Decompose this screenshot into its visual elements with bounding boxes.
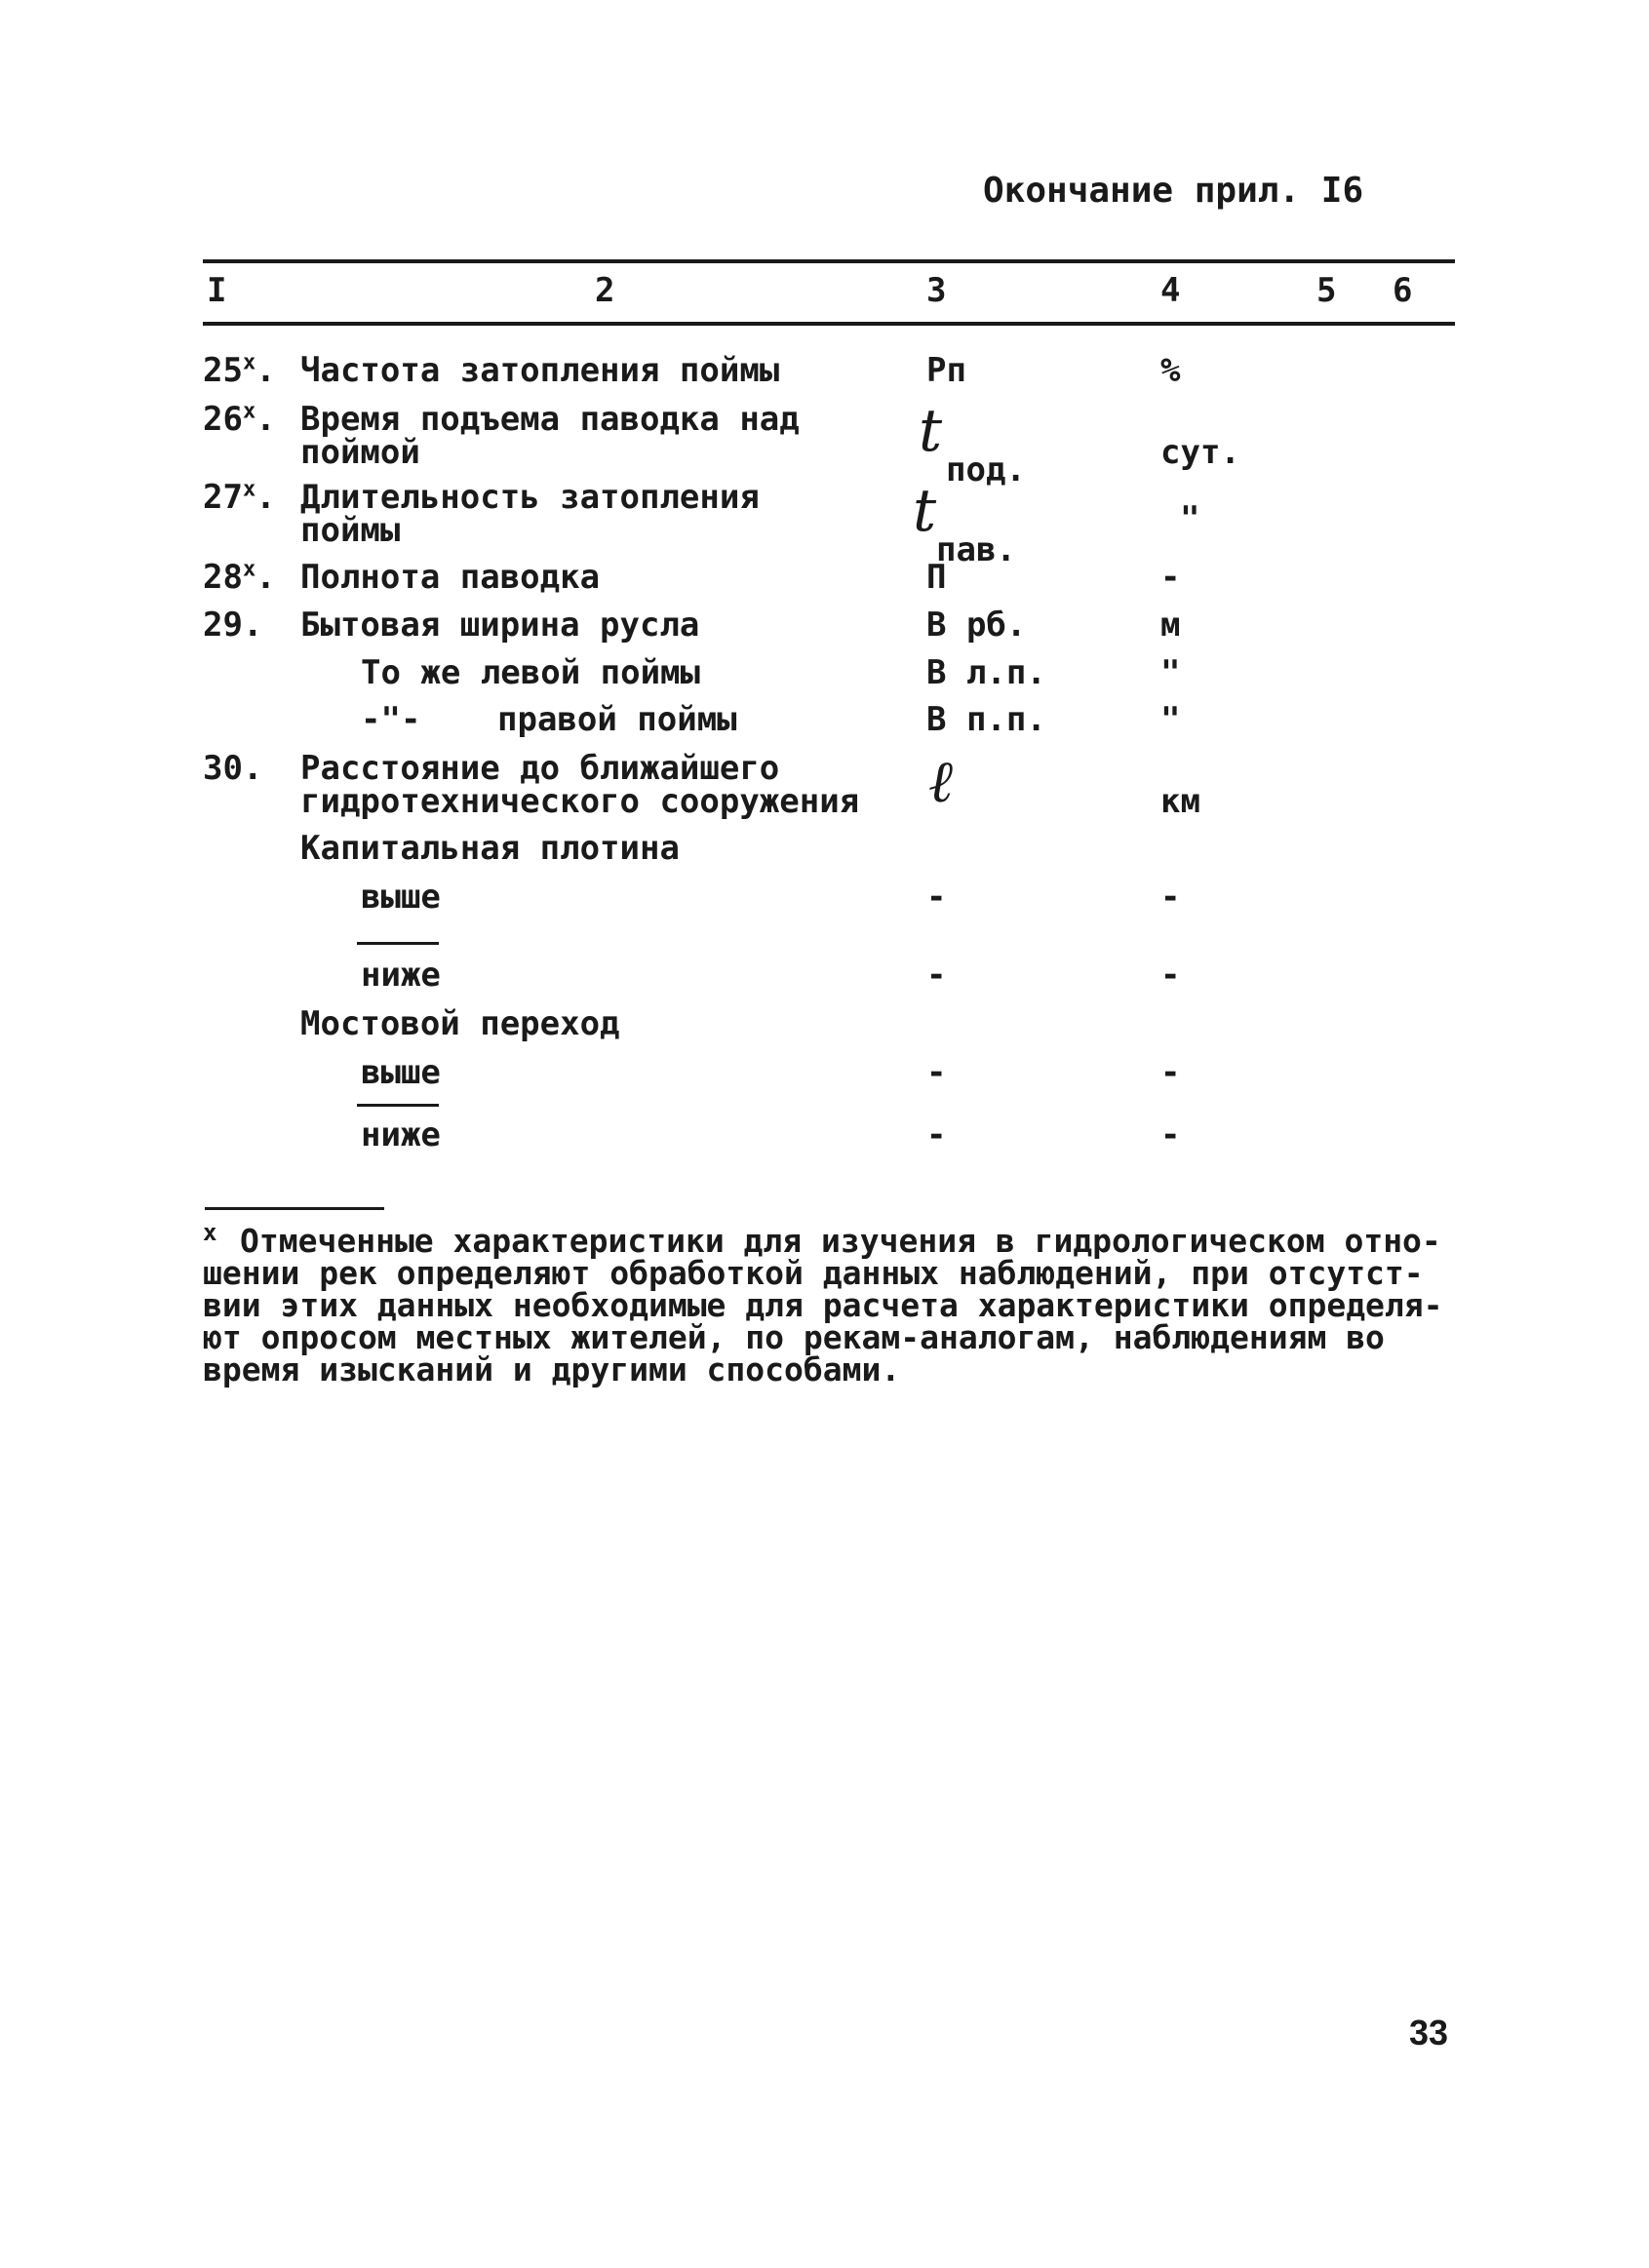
row-28-unit: - [1160, 558, 1181, 597]
footnote-line-1: Отмеченные характеристики для изучения в гидрологическом отно- [240, 1222, 1441, 1260]
row-29-right-floodplain-ditto: -"- [361, 700, 421, 739]
capital-dam-downstream-unit: - [1160, 956, 1181, 995]
row-29-symbol: В рб. [926, 606, 1027, 645]
row-29-right-floodplain-unit: " [1160, 700, 1181, 739]
row-30-name-line2: гидротехнического сооружения [300, 782, 860, 821]
footnote-line-3: вии этих данных необходимые для расчета характеристики определя- [203, 1286, 1443, 1324]
row-25-symbol: Рп [926, 351, 966, 390]
row-27-unit: " [1180, 499, 1200, 538]
capital-dam-upstream-symbol: - [926, 878, 947, 917]
table-header-rule [203, 322, 1455, 326]
row-27-symbol: t [913, 477, 937, 545]
bridge-crossing-upstream-label: выше [361, 1053, 441, 1092]
row-29-left-floodplain-name: То же левой поймы [361, 653, 700, 692]
footnote-line-2: шении рек определяют обработкой данных наблюдений, при отсутст- [203, 1254, 1424, 1292]
capital-dam-downstream-label: ниже [361, 956, 441, 995]
row-28-symbol: П [926, 558, 947, 597]
row-28-name: Полнота паводка [300, 558, 601, 597]
footnote-line-4: ют опросом местных жителей, по рекам-аналогам, наблюдениям во [203, 1318, 1385, 1356]
footnote-line-5: время изысканий и другими способами. [203, 1350, 901, 1388]
capital-dam-upstream-label: выше [361, 878, 441, 917]
row-26-name-line2: поймой [300, 433, 420, 472]
bridge-crossing-downstream-unit: - [1160, 1115, 1181, 1154]
bridge-crossing-label: Мостовой переход [300, 1004, 620, 1043]
row-29-left-floodplain-symbol: В л.п. [926, 653, 1046, 692]
row-29-left-floodplain-unit: " [1160, 653, 1181, 692]
row-26-name-line1: Время подъема паводка над [300, 400, 800, 439]
capital-dam-separator [357, 942, 439, 945]
page-number: 33 [1409, 2013, 1449, 2053]
row-28-number: 28$^x$. [203, 557, 276, 597]
row-30-name-line1: Расстояние до ближайшего [300, 749, 780, 788]
column-header-5: 5 [1316, 271, 1337, 310]
row-25-unit: % [1160, 351, 1181, 390]
capital-dam-label: Капитальная плотина [300, 829, 680, 868]
row-26-symbol: t [919, 397, 943, 465]
row-29-number: 29. [203, 606, 263, 645]
row-25-number: 25$^x$. [203, 350, 276, 390]
bridge-crossing-upstream-symbol: - [926, 1053, 947, 1092]
row-26-number: 26$^x$. [203, 399, 276, 439]
capital-dam-upstream-unit: - [1160, 878, 1181, 917]
bridge-crossing-upstream-unit: - [1160, 1053, 1181, 1092]
row-27-name-line2: поймы [300, 511, 401, 550]
bridge-crossing-downstream-label: ниже [361, 1115, 441, 1154]
row-29-name: Бытовая ширина русла [300, 606, 700, 645]
bridge-crossing-downstream-symbol: - [926, 1115, 947, 1154]
capital-dam-downstream-symbol: - [926, 956, 947, 995]
column-header-6: 6 [1393, 271, 1413, 310]
row-30-unit: км [1160, 782, 1200, 821]
column-header-2: 2 [595, 271, 615, 310]
row-30-number: 30. [203, 749, 263, 788]
bridge-crossing-separator [357, 1104, 439, 1107]
row-26-symbol-subscript: под. [946, 450, 1026, 489]
row-26-unit: сут. [1160, 433, 1240, 472]
footnote-mark: x [203, 1219, 217, 1246]
column-header-1: I [207, 271, 227, 310]
row-29-right-floodplain-symbol: В п.п. [926, 700, 1046, 739]
column-header-3: 3 [926, 271, 947, 310]
row-29-right-floodplain-name: правой поймы [497, 700, 737, 739]
row-27-name-line1: Длительность затопления [300, 478, 760, 517]
column-header-4: 4 [1160, 271, 1181, 310]
footnote-rule [205, 1207, 384, 1210]
appendix-heading: Окончание прил. I6 [983, 171, 1364, 211]
row-27-number: 27$^x$. [203, 477, 276, 517]
row-30-symbol: ℓ [928, 748, 953, 816]
row-27-symbol-subscript: пав. [936, 530, 1016, 569]
table-top-rule [203, 259, 1455, 263]
row-25-name: Частота затопления поймы [300, 351, 780, 390]
row-29-unit: м [1160, 606, 1181, 645]
